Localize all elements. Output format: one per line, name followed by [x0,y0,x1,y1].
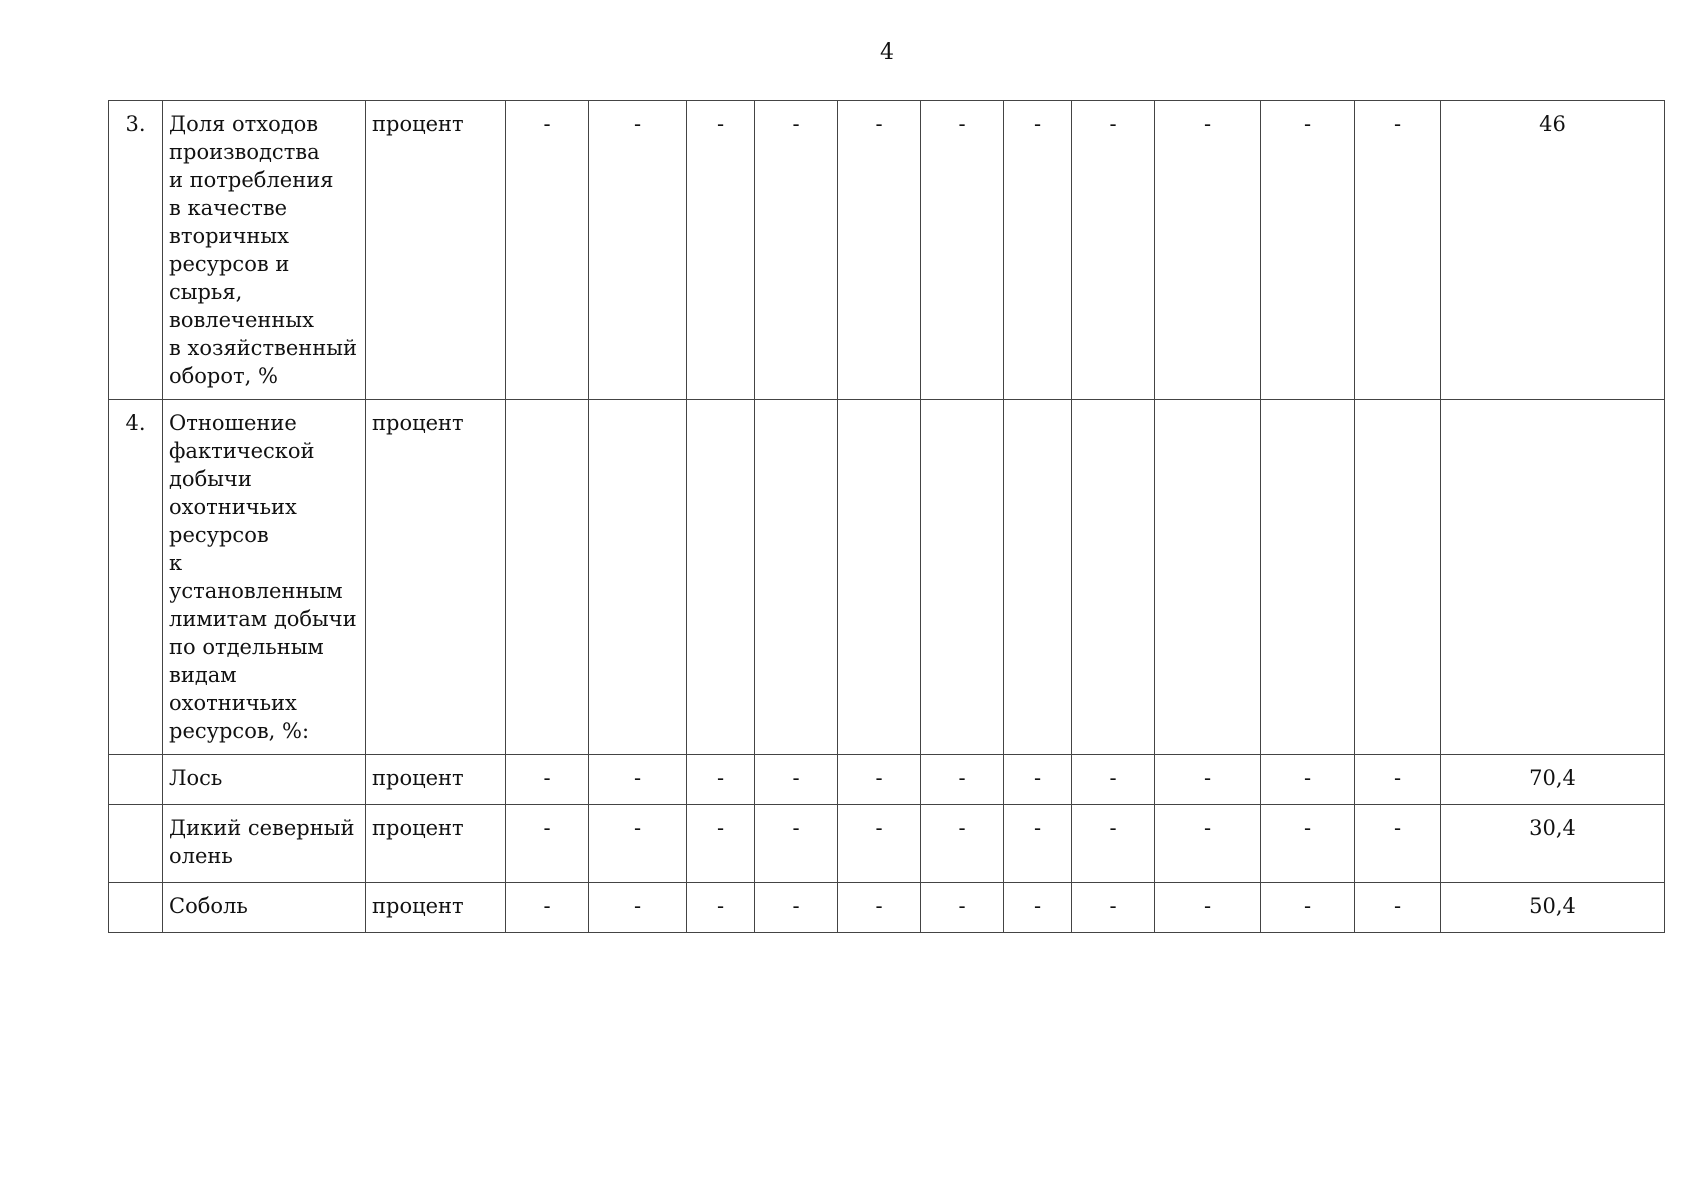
table-row [109,101,1665,400]
year-value-cell: - [1261,755,1355,805]
target-value-cell [1441,400,1665,755]
year-value-cell: - [1004,883,1072,933]
year-value-cell: - [1072,805,1155,883]
indicator-name-line: Дикий северный [169,816,355,840]
row-number [109,883,163,933]
table-row [109,755,1665,805]
indicator-name-line: добычи [169,467,252,491]
indicator-name-line: Соболь [169,894,248,918]
indicator-name [163,883,366,933]
table-row [109,805,1665,883]
year-value-cell: - [1261,883,1355,933]
indicator-name-line: ресурсов [169,523,269,547]
year-value-cell [1155,400,1261,755]
indicator-name-line: Отношение [169,411,297,435]
target-value-cell: 50,4 [1441,883,1665,933]
unit-cell: процент [366,101,506,400]
target-value-cell: 70,4 [1441,755,1665,805]
year-value-cell: - [921,101,1004,400]
year-value-cell [506,400,589,755]
year-value-cell: - [506,755,589,805]
year-value-cell [1355,400,1441,755]
year-value-cell: - [687,755,755,805]
year-value-cell: - [838,755,921,805]
year-value-cell: - [1072,101,1155,400]
row-number: 4. [109,400,163,755]
row-number [109,755,163,805]
year-value-cell: - [1155,883,1261,933]
year-value-cell: - [687,883,755,933]
page-number: 4 [880,40,894,65]
year-value-cell: - [755,883,838,933]
year-value-cell: - [589,755,687,805]
year-value-cell: - [1155,805,1261,883]
year-value-cell: - [687,101,755,400]
year-value-cell: - [589,805,687,883]
year-value-cell: - [838,883,921,933]
unit-cell: процент [366,755,506,805]
year-value-cell: - [1261,805,1355,883]
unit-cell: процент [366,400,506,755]
table-row [109,883,1665,933]
indicator-name-line: Лось [169,766,223,790]
indicator-name [163,755,366,805]
indicator-name-line: лимитам добычи [169,607,357,631]
year-value-cell: - [921,883,1004,933]
year-value-cell: - [1355,805,1441,883]
indicator-name-line: ресурсов, %: [169,719,310,743]
year-value-cell: - [921,755,1004,805]
target-value-cell: 46 [1441,101,1665,400]
indicator-name-line: производства [169,140,320,164]
table-row [109,400,1665,755]
indicator-name-line: в качестве [169,196,288,220]
indicator-name [163,805,366,883]
table-body [109,101,1665,933]
indicator-name-line: Доля отходов [169,112,319,136]
unit-cell: процент [366,883,506,933]
target-value-cell: 30,4 [1441,805,1665,883]
indicator-name-line: видам [169,663,237,687]
year-value-cell [755,400,838,755]
unit-cell: процент [366,805,506,883]
year-value-cell: - [1004,805,1072,883]
indicator-name-line: оборот, % [169,364,278,388]
year-value-cell: - [838,101,921,400]
year-value-cell: - [755,101,838,400]
indicator-name-line: охотничьих [169,495,297,519]
indicator-name-line: по отдельным [169,635,324,659]
year-value-cell [687,400,755,755]
indicator-name-line: в хозяйственный [169,336,358,360]
indicator-name [163,400,366,755]
indicator-name-line: к установленным [169,551,343,603]
year-value-cell: - [1155,755,1261,805]
year-value-cell [921,400,1004,755]
indicator-name [163,101,366,400]
year-value-cell: - [506,883,589,933]
year-value-cell [1072,400,1155,755]
year-value-cell: - [838,805,921,883]
year-value-cell: - [506,101,589,400]
year-value-cell: - [1004,755,1072,805]
row-number: 3. [109,101,163,400]
year-value-cell: - [1355,101,1441,400]
year-value-cell: - [1072,883,1155,933]
indicator-name-line: ресурсов и сырья, [169,252,290,304]
indicator-name-line: и потребления [169,168,334,192]
year-value-cell: - [1004,101,1072,400]
year-value-cell: - [1261,101,1355,400]
row-number [109,805,163,883]
indicator-name-line: фактической [169,439,315,463]
year-value-cell: - [921,805,1004,883]
indicator-name-line: вторичных [169,224,289,248]
indicator-name-line: охотничьих [169,691,297,715]
year-value-cell: - [1072,755,1155,805]
year-value-cell: - [687,805,755,883]
year-value-cell: - [755,755,838,805]
year-value-cell: - [1155,101,1261,400]
year-value-cell [838,400,921,755]
year-value-cell: - [1355,883,1441,933]
year-value-cell: - [589,883,687,933]
year-value-cell: - [755,805,838,883]
indicator-name-line: вовлеченных [169,308,314,332]
year-value-cell: - [506,805,589,883]
indicator-name-line: олень [169,844,233,868]
year-value-cell [1261,400,1355,755]
year-value-cell [589,400,687,755]
year-value-cell [1004,400,1072,755]
year-value-cell: - [1355,755,1441,805]
year-value-cell: - [589,101,687,400]
indicators-table [108,100,1665,933]
